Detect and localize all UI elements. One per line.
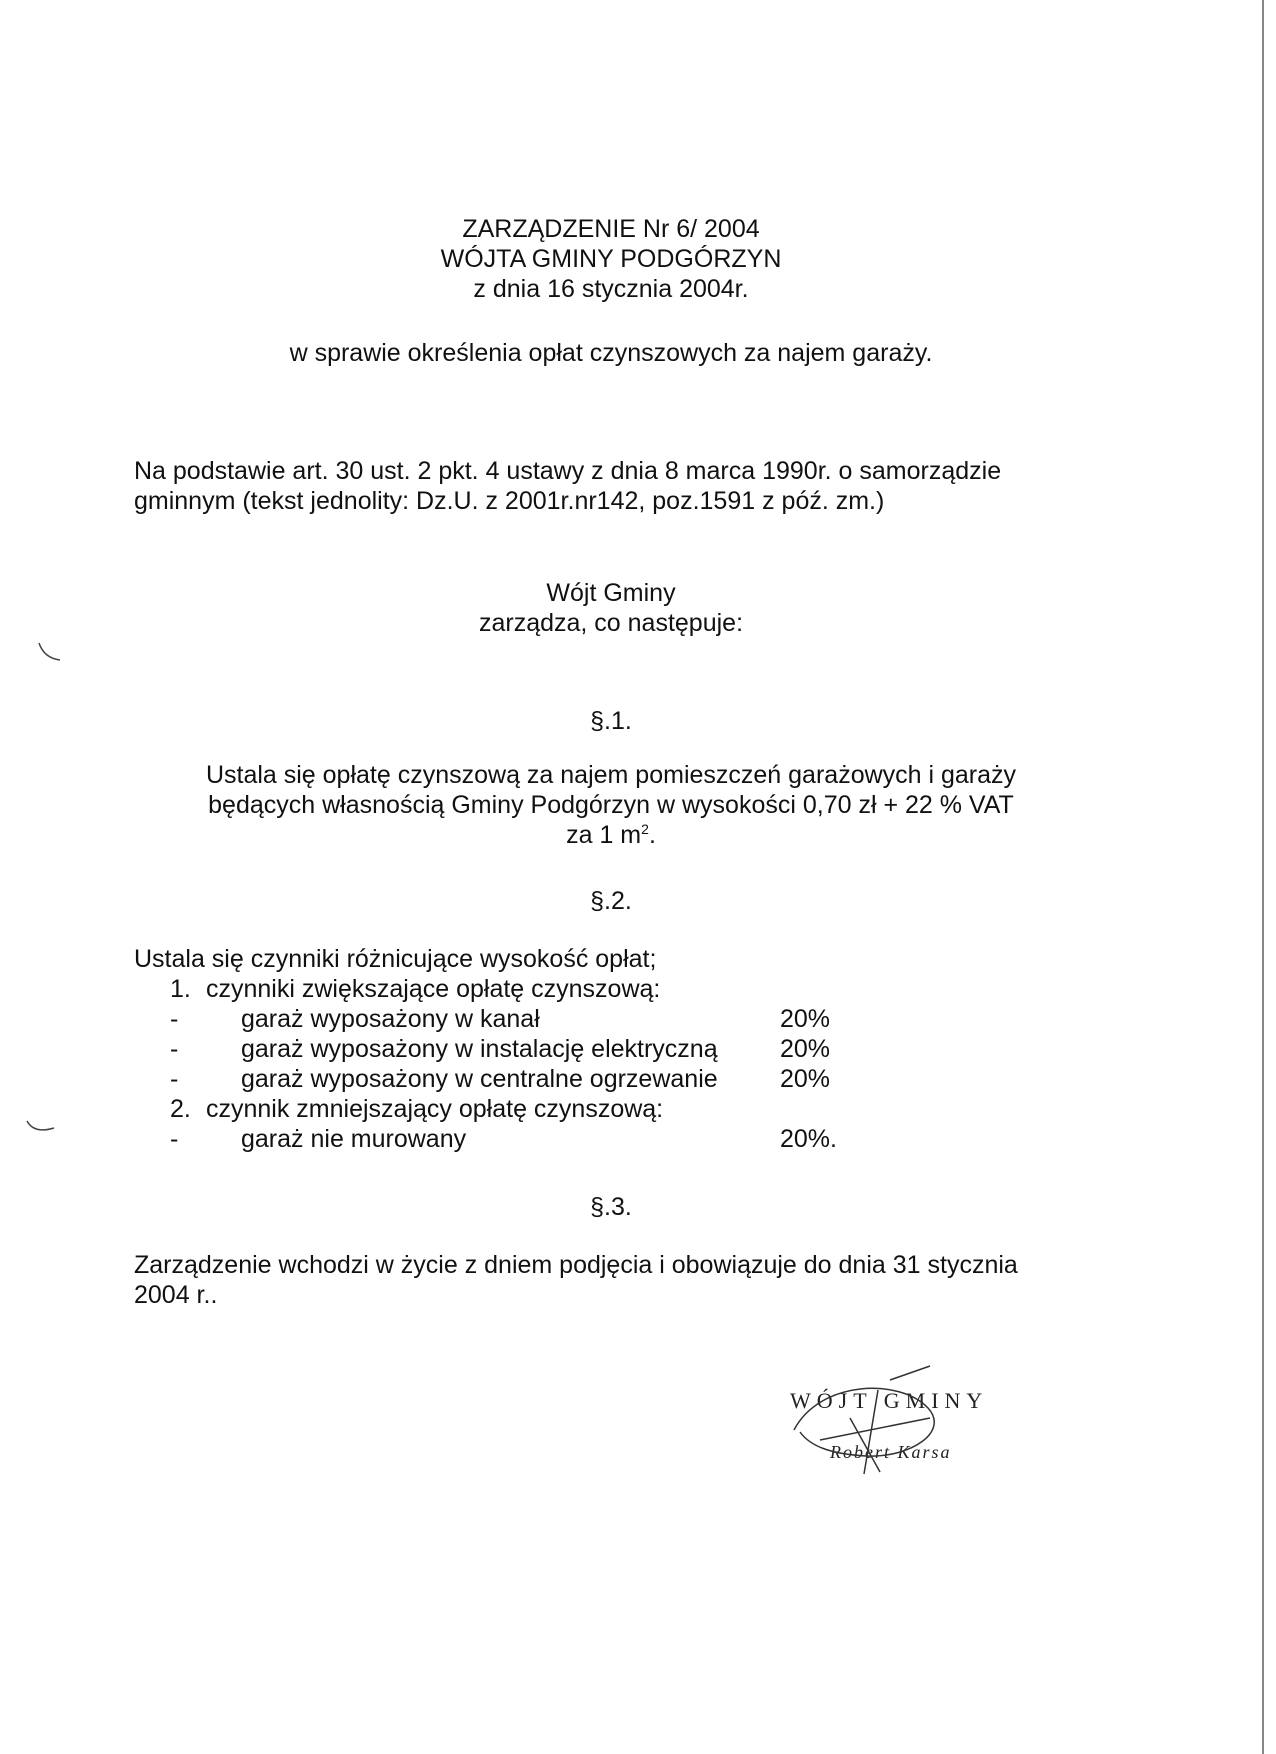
scan-artifact-mark <box>36 640 66 670</box>
declaration <box>0 578 1222 638</box>
stamp-name: Robert Karsa <box>830 1442 952 1462</box>
legal-basis-line-2: gminnym (tekst jednolity: Dz.U. z 2001r.nr142, poz.1591 z póź. zm.) <box>134 487 885 515</box>
group-2-title: 2. czynnik zmniejszający opłatę czynszową: <box>170 1095 664 1123</box>
section-1-heading: §.1. <box>590 707 632 735</box>
signature-icon <box>780 1360 1030 1490</box>
legal-basis-line-1: Na podstawie art. 30 ust. 2 pkt. 4 ustawy z dnia 8 marca 1990r. o samorządzie <box>134 457 1002 485</box>
section-2-heading: §.2. <box>590 887 632 915</box>
section-1-line-2: będących własnością Gminy Podgórzyn w wysokości 0,70 zł + 22 % VAT <box>208 791 1014 819</box>
scan-artifact-mark <box>24 1118 58 1142</box>
section-1-line-1: Ustala się opłatę czynszową za najem pomieszczeń garażowych i garaży <box>205 761 1017 789</box>
declaration-line-1: Wójt Gminy <box>546 579 676 607</box>
list-item: - garaż nie murowany 20%. <box>170 1125 837 1153</box>
document-header <box>0 214 1222 304</box>
official-stamp <box>780 1360 1030 1490</box>
section-3-line-1: Zarządzenie wchodzi w życie z dniem podjęcia i obowiązuje do dnia 31 stycznia <box>134 1251 1018 1279</box>
group-1-title: 1. czynniki zwiększające opłatę czynszową: <box>170 975 661 1003</box>
section-3-line-2: 2004 r.. <box>134 1281 218 1309</box>
scan-edge-line <box>1262 0 1264 1754</box>
issue-date: z dnia 16 stycznia 2004r. <box>473 275 749 303</box>
declaration-line-2: zarządza, co następuje: <box>478 609 744 637</box>
section-3-heading: §.3. <box>590 1193 632 1221</box>
stamp-title: WÓJT GMINY <box>790 1388 989 1413</box>
legal-basis <box>134 456 1094 516</box>
list-item: - garaż wyposażony w instalację elektryczną 20% <box>170 1035 831 1063</box>
issuer: WÓJTA GMINY PODGÓRZYN <box>440 245 782 273</box>
ordinance-number: ZARZĄDZENIE Nr 6/ 2004 <box>462 215 760 243</box>
list-item: - garaż wyposażony w kanał 20% <box>170 1005 831 1033</box>
section-2-body <box>134 944 1034 1154</box>
section-2-intro: Ustala się czynniki różnicujące wysokość opłat; <box>134 945 657 973</box>
section-1-body <box>150 760 1072 850</box>
subject: w sprawie określenia opłat czynszowych za najem garaży. <box>289 339 933 367</box>
section-3-body <box>134 1250 1094 1310</box>
superscript-2: 2 <box>641 821 649 837</box>
section-1-line-3: za 1 $m^2$. <box>566 821 656 849</box>
list-item: - garaż wyposażony w centralne ogrzewanie 20% <box>170 1065 831 1093</box>
